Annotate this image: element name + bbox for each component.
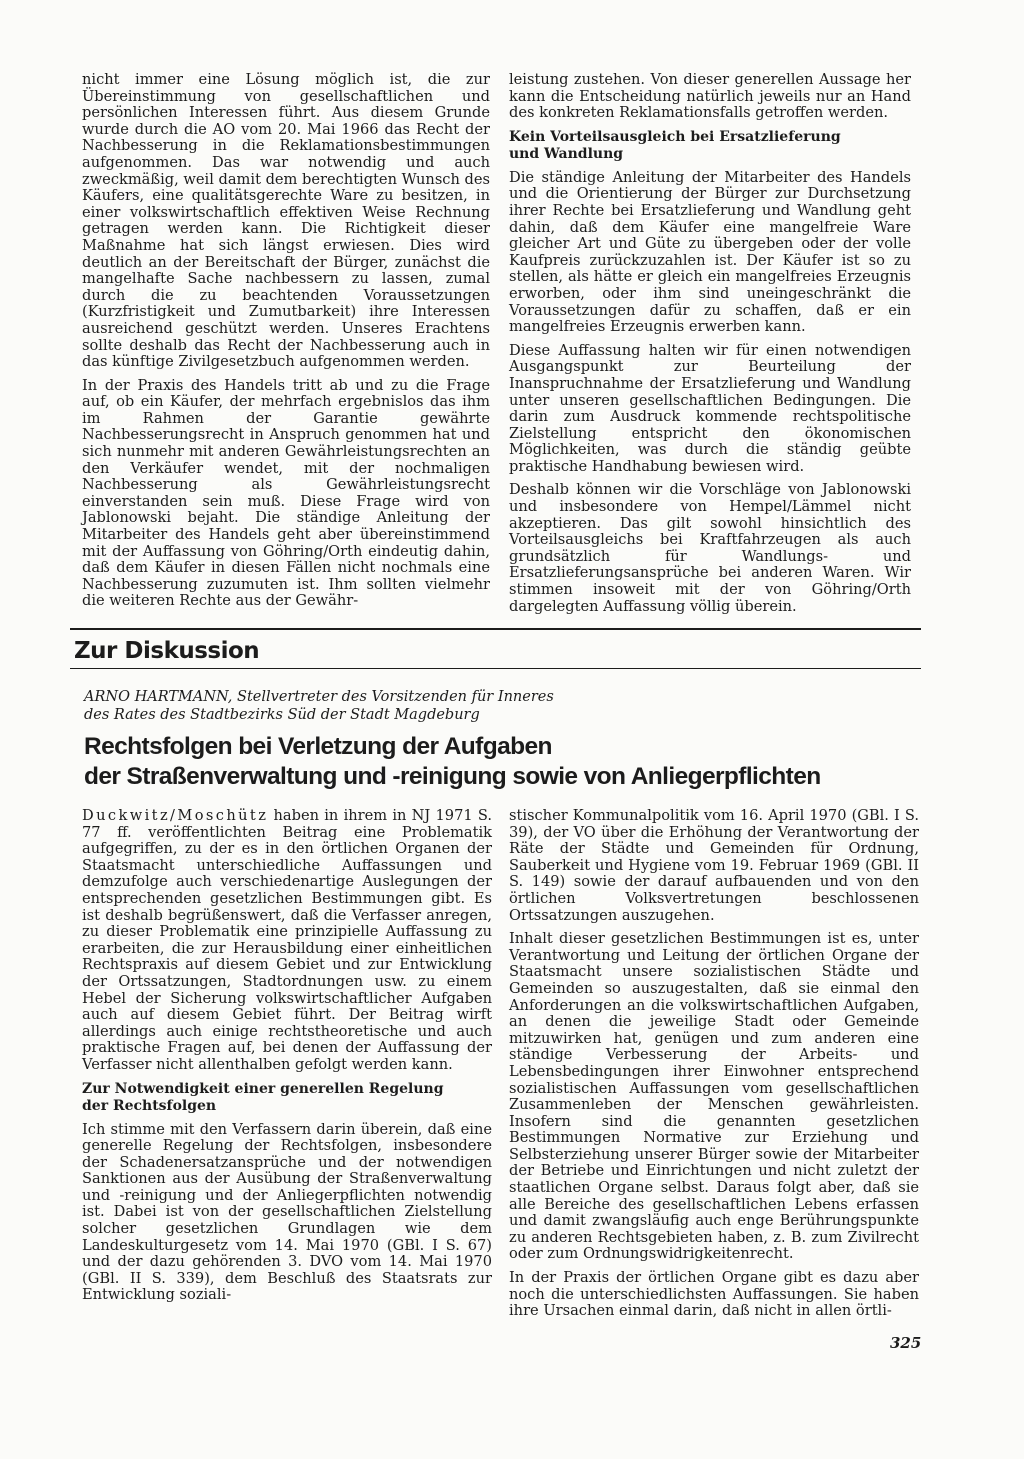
body-paragraph: Die ständige Anleitung der Mitarbeiter des Handels und die Orientierung der Bürger zur Durchsetzung ihrer Rechte bei Ersatzlieferung und Wandlung geht dahin, daß dem Käufer eine mangelfreie Ware gleicher Art und Güte zu übergeben oder der volle Kaufpreis zurückzuzahlen ist. Der Käufer ist so zu stellen, als hätte er gleich ein mangelfreies Erzeugnis erworben, oder ihm sind uneingeschränkt die Voraussetzungen dafür zu schaffen, daß er ein mangelfreies Erzeugnis erwerben kann. [509,168,911,336]
byline-line: ARNO HARTMANN, Stellvertreter des Vorsitzenden für Inneres [84,689,554,705]
body-paragraph: Ich stimme mit den Verfassern darin überein, daß eine generelle Regelung der Rechtsfolgen, insbesondere der Schadenersatzansprüche und der notwendigen Sanktionen aus der Ausübung der Straßenverwaltung und -reinigung und der Anliegerpflichten notwendig ist. Dabei ist von der gesellschaftlichen Zielstellung solcher gesetzlichen Grundlagen wie dem Landeskulturgesetz vom 14. Mai 1970 (GBl. I S. 67) und der dazu gehörenden 3. DVO vom 14. Mai 1970 (GBl. II S. 339), dem Beschluß des Staatsrats zur Entwicklung soziali- [82,1120,492,1304]
body-paragraph: stischer Kommunalpolitik vom 16. April 1970 (GBl. I S. 39), der VO über die Erhöhung der Verantwortung der Räte der Städte und Gemeinden für Ordnung, Sauberkeit und Hygiene vom 19. Februar 1969 (GBl. II S. 149) sowie der darauf aufbauenden und von den örtlichen Volksvertretungen beschlossenen Ortssatzungen auszugehen. [509,807,919,924]
section-rule-top [70,628,921,630]
subheading [82,1081,492,1115]
bottom-left-column [82,808,492,1311]
subheading [509,129,911,163]
section-label: Zur Diskussion [74,638,260,664]
author-byline [84,688,884,724]
article-headline [84,732,944,792]
headline-line: Rechtsfolgen bei Verletzung der Aufgaben [84,733,552,760]
subheading-line: und Wandlung [509,145,624,162]
subheading-line: der Rechtsfolgen [82,1097,217,1114]
bottom-right-column [509,808,919,1327]
body-paragraph: In der Praxis der örtlichen Organe gibt es dazu aber noch die unterschiedlichsten Auffassungen. Sie haben ihre Ursachen einmal darin, daß nicht in allen örtli- [509,1269,919,1320]
body-paragraph: Inhalt dieser gesetzlichen Bestimmungen ist es, unter Verantwortung und Leitung der örtlichen Organe der Staatsmacht unsere sozialistischen Städte und Gemeinden so auszugestalten, daß sie einmal den Anforderungen an die volkswirtschaftlichen Aufgaben, an denen die jeweilige Stadt oder Gemeinde mitzuwirken hat, genügen und zum anderen eine ständige Verbesserung der Arbeits- und Lebensbedingungen ihrer Einwohner entsprechend sozialistischen Auffassungen vom gesellschaftlichen Zusammenleben der Menschen gewährleisten. Insofern sind die genannten gesetzlichen Bestimmungen Normative zur Erziehung und Selbsterziehung unserer Bürger sowie der Mitarbeiter der Betriebe und Einrichtungen und nicht zuletzt der staatlichen Organe selbst. Daraus folgt aber, daß sie alle Bereiche des gesellschaftlichen Lebens erfassen und damit zwangsläufig auch enge Berührungspunkte zu anderen Rechtsgebieten haben, z. B. zum Zivilrecht oder zum Ordnungswidrigkeitenrecht. [509,930,919,1263]
body-paragraph: leistung zustehen. Von dieser generellen Aussage her kann die Entscheidung natürlich jeweils nur an Hand des konkreten Reklamationsfalls getroffen werden. [509,71,911,122]
body-paragraph: Diese Auffassung halten wir für einen notwendigen Ausgangspunkt zur Beurteilung der Inanspruchnahme der Ersatzlieferung und Wandlung unter unseren gesellschaftlichen Bedingungen. Die darin zum Ausdruck kommende rechtspolitische Zielstellung entspricht den ökonomischen Möglichkeiten, was durch die ständig geübte praktische Handhabung bewiesen wird. [509,341,911,475]
subheading-line: Kein Vorteilsausgleich bei Ersatzlieferung [509,128,841,145]
headline-line: der Straßenverwaltung und -reinigung sowie von Anliegerpflichten [84,763,821,790]
spaced-author-names: Duckwitz/Moschütz [82,807,269,824]
body-paragraph [82,808,492,1074]
byline-line: des Rates des Stadtbezirks Süd der Stadt Magdeburg [84,707,480,723]
body-paragraph: nicht immer eine Lösung möglich ist, die zur Übereinstimmung von gesellschaftlichen und persönlichen Interessen führt. Aus diesem Grunde wurde durch die AO vom 20. Mai 1966 das Recht der Nachbesserung in die Reklamationsbestimmungen aufgenommen. Das war notwendig und auch zweckmäßig, weil damit dem berechtigten Wunsch des Käufers, eine qualitätsgerechte Ware zu besitzen, in einer volkswirtschaftlich effektiven Weise Rechnung getragen werden kann. Die Richtigkeit dieser Maßnahme hat sich längst erwiesen. Dies wird deutlich an der Bereitschaft der Bürger, zunächst die mangelhafte Sache nachbessern zu lassen, zumal durch die zu beachtenden Voraussetzungen (Kurzfristigkeit und Zumutbarkeit) ihre Interessen ausreichend geschützt werden. Unseres Erachtens sollte deshalb das Recht der Nachbesserung auch in das künftige Zivilgesetzbuch aufgenommen werden. [82,71,490,371]
subheading-line: Zur Notwendigkeit einer generellen Regelung [82,1080,444,1097]
section-rule-bottom [70,668,921,669]
body-paragraph: Deshalb können wir die Vorschläge von Jablonowski und insbesondere von Hempel/Lämmel nicht akzeptieren. Das gilt sowohl hinsichtlich des Vorteilsausgleichs bei Kraftfahrzeugen als auch grundsätzlich für Wandlungs- und Ersatzlieferungsansprüche bei anderen Waren. Wir stimmen insoweit mit der von Göhring/Orth dargelegten Auffassung völlig überein. [509,481,911,615]
top-left-column [82,72,490,617]
body-paragraph: In der Praxis des Handels tritt ab und zu die Frage auf, ob ein Käufer, der mehrfach ergebnislos das ihm im Rahmen der Garantie gewährte Nachbesserungsrecht in Anspruch genommen hat und sich nunmehr mit anderen Gewährleistungsrechten an den Verkäufer wendet, mit der nochmaligen Nachbesserung als Gewährleistungsrecht einverstanden sein muß. Diese Frage wird von Jablonowski bejaht. Die ständige Anleitung der Mitarbeiter des Handels geht aber übereinstimmend mit der Auffassung von Göhring/Orth eindeutig dahin, daß dem Käufer in diesen Fällen nicht nochmals eine Nachbesserung zuzumuten ist. Ihm sollten vielmehr die weiteren Rechte aus der Gewähr- [82,376,490,610]
top-right-column [509,72,911,622]
page-number: 325 [890,1334,922,1352]
paragraph-text: haben in ihrem in NJ 1971 S. 77 ff. veröffentlichten Beitrag eine Problematik aufgegriffen, zu der es in den örtlichen Organen der Staatsmacht unterschiedliche Auffassungen und demzufolge auch verschiedenartige Auslegungen der entsprechenden gesetzlichen Bestimmungen gibt. Es ist deshalb begrüßenswert, daß die Verfasser anregen, zu dieser Problematik eine prinzipielle Auffassung zu erarbeiten, die zur Herausbildung einer einheitlichen Rechtspraxis auf diesem Gebiet und zur Entwicklung der Ortssatzungen, Stadtordnungen usw. zu einem Hebel der Sicherung volkswirtschaftlicher Aufgaben auch auf diesem Gebiet führt. Der Beitrag wirft allerdings auch einige rechtstheoretische und auch praktische Fragen auf, bei denen der Auffassung der Verfasser nicht allenthalben gefolgt werden kann. [82,807,492,1073]
